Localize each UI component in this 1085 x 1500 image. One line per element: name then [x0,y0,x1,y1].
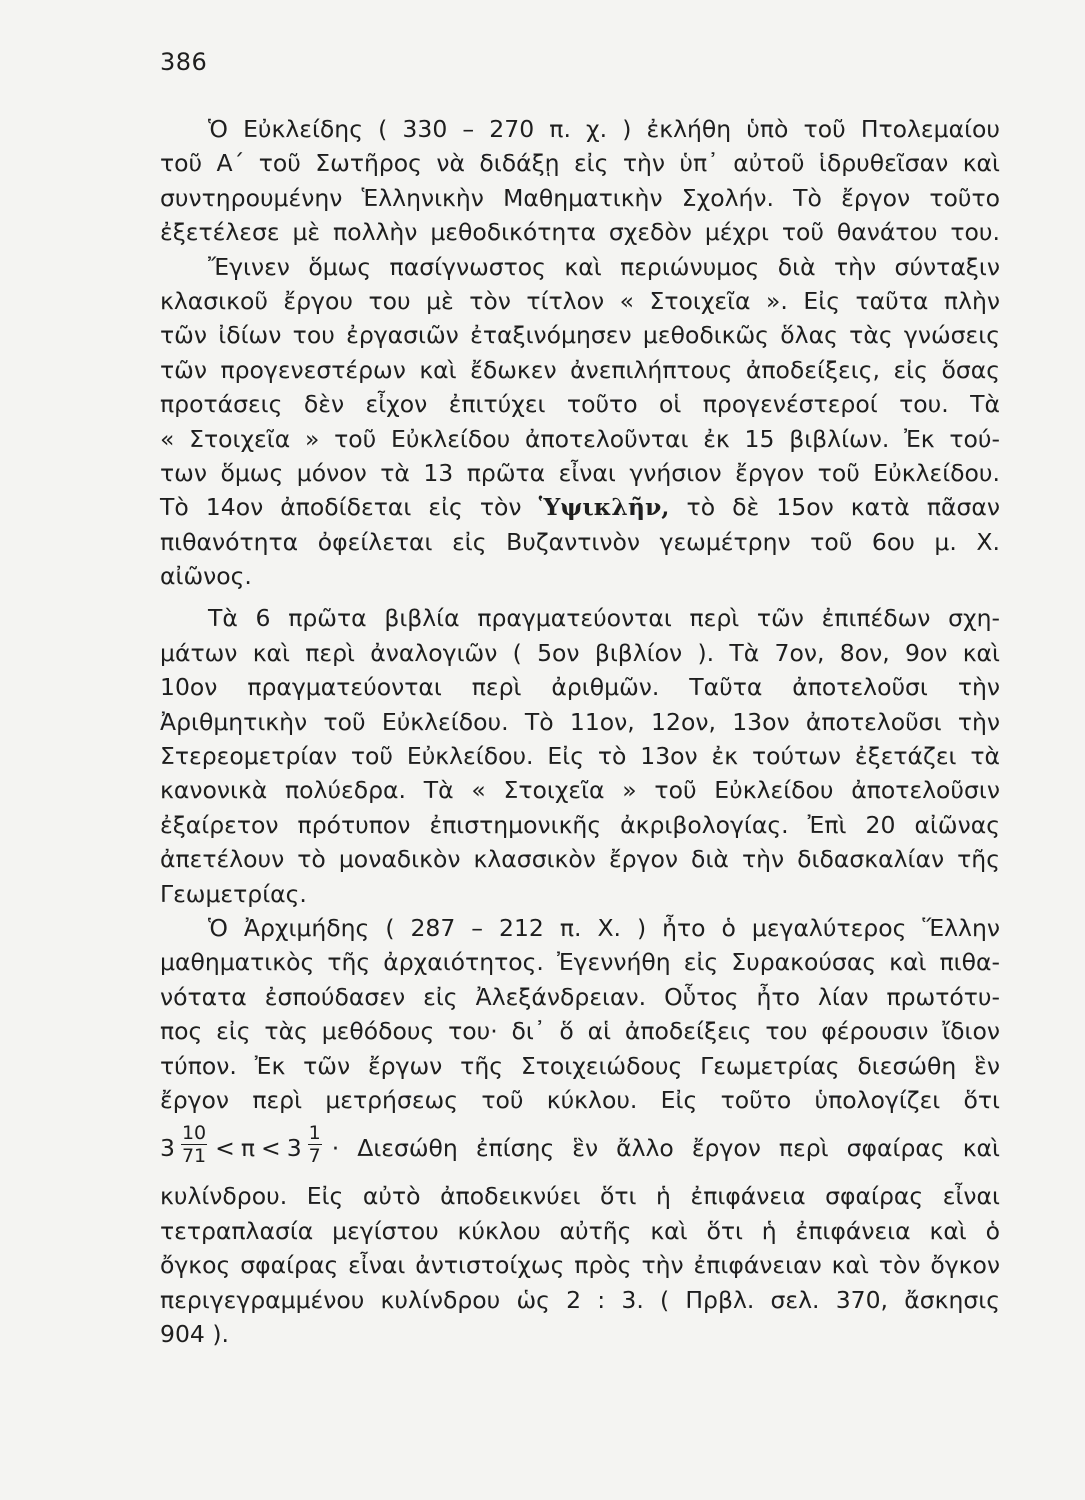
fraction-denominator: 7 [308,1144,321,1167]
text-line: Ὁ Ἀρχιμήδης ( 287 – 212 π. Χ. ) ἦτο ὁ μεγαλύτερος Ἕλλην [208,913,1000,942]
text-line: κλασικοῦ ἔργου του μὲ τὸν τίτλον « Στοιχεῖα ». Εἰς ταῦτα πλὴν [160,286,1000,315]
text-line: μαθηματικὸς τῆς ἀρχαιότητος. Ἐγεννήθη εἰς Συρακούσας καὶ πιθα- [160,948,1000,977]
math-whole: 3 [160,1134,175,1163]
text-fragment: Τὸ 14ον ἀποδίδεται εἰς τὸν [160,493,522,522]
paragraph-gap [160,593,1000,601]
text-line: τοῦ Α΄ τοῦ Σωτῆρος νὰ διδάξῃ εἰς τὴν ὑπ᾽ αὐτοῦ ἱδρυθεῖσαν καὶ [160,149,1000,178]
text-line: ἐξετέλεσε μὲ πολλὴν μεθοδικότητα σχεδὸν μέχρι τοῦ θανάτου του. [160,218,1000,247]
paragraph-elements [160,601,1000,911]
text-line: κανονικὰ πολύεδρα. Τὰ « Στοιχεῖα » τοῦ Εὐκλείδου ἀποτελοῦσιν [160,776,1000,805]
text-line: Ἀριθμητικὴν τοῦ Εὐκλείδου. Τὸ 11ον, 12ον, 13ον ἀποτελοῦσι τὴν [160,707,1000,736]
text-line: προτάσεις δὲν εἶχον ἐπιτύχει τοῦτο οἱ προγενέστεροί του. Τὰ [160,390,1000,419]
text-line: Ὁ Εὐκλείδης ( 330 – 270 π. χ. ) ἐκλήθη ὑπὸ τοῦ Πτολεμαίου [208,115,1000,143]
text-line: ἐξαίρετον πρότυπον ἐπιστημονικῆς ἀκριβολογίας. Ἐπὶ 20 αἰῶνας [160,810,1000,839]
text-line: Τὰ 6 πρῶτα βιβλία πραγματεύονται περὶ τῶν ἐπιπέδων σχη- [208,604,1000,633]
text-line: ἔργον περὶ μετρήσεως τοῦ κύκλου. Εἰς τοῦτο ὑπολογίζει ὅτι [160,1085,1000,1114]
text-line [160,490,1000,524]
text-line: τύπον. Ἐκ τῶν ἔργων τῆς Στοιχειώδους Γεωμετρίας διεσώθη ἓν [160,1051,1000,1080]
text-line: κυλίνδρου. Εἰς αὐτὸ ἀποδεικνύει ὅτι ἡ ἐπιφάνεια σφαίρας εἶναι [160,1182,1000,1211]
text-line: τετραπλασία μεγίστου κύκλου αὐτῆς καὶ ὅτι ἡ ἐπιφάνεια καὶ ὁ [160,1216,1000,1245]
text-line: συντηρουμένην Ἑλληνικὴν Μαθηματικὴν Σχολήν. Τὸ ἔργον τοῦτο [160,183,1000,212]
body-text [160,112,1000,1351]
fraction-numerator: 1 [308,1121,321,1144]
text-line: πος εἰς τὰς μεθόδους του· δι᾽ ὅ αἱ ἀποδείξεις του φέρουσιν ἴδιον [160,1017,1000,1046]
text-line: ὄγκος σφαίρας εἶναι ἀντιστοίχως πρὸς τὴν ἐπιφάνειαν καὶ τὸν ὄγκον [160,1251,1000,1280]
less-than-sign: < [215,1134,235,1163]
text-line: μάτων καὶ περὶ ἀναλογιῶν ( 5ον βιβλίον ). Τὰ 7ον, 8ον, 9ον καὶ [160,638,1000,667]
page-number: 386 [160,48,208,76]
text-line: πιθανότητα ὀφείλεται εἰς Βυζαντινὸν γεωμέτρην τοῦ 6ου μ. Χ. [160,527,1000,556]
text-line: « Στοιχεῖα » τοῦ Εὐκλείδου ἀποτελοῦνται ἐκ 15 βιβλίων. Ἐκ τού- [160,424,1000,453]
pi-symbol: π [240,1134,255,1163]
less-than-sign: < [261,1134,281,1163]
text-line: Στερεομετρίαν τοῦ Εὐκλείδου. Εἰς τὸ 13ον ἐκ τούτων ἐξετάζει τὰ [160,742,1000,771]
math-whole: 3 [286,1134,302,1163]
text-line: των ὅμως μόνον τὰ 13 πρῶτα εἶναι γνήσιον ἔργον τοῦ Εὐκλείδου. [160,458,1000,487]
text-line: αἰῶνος. [160,562,252,591]
text-line: ἀπετέλουν τὸ μοναδικὸν κλασσικὸν ἔργον διὰ τὴν διδασκαλίαν τῆς [160,845,1000,874]
text-line: νότατα ἐσπούδασεν εἰς Ἀλεξάνδρειαν. Οὗτος ἦτο λίαν πρωτότυ- [160,982,1000,1011]
text-line: τῶν ἰδίων του ἐργασιῶν ἐταξινόμησεν μεθοδικῶς ὅλας τὰς γνώσεις [160,321,1000,350]
text-fragment: · Διεσώθη ἐπίσης ἓν ἄλλο ἔργον περὶ σφαίρας καὶ [331,1134,1000,1163]
text-line: 904 ). [160,1319,229,1348]
text-line: 10ον πραγματεύονται περὶ ἀριθμῶν. Ταῦτα ἀποτελοῦσι τὴν [160,673,1000,702]
text-fragment: τὸ δὲ 15ον κατὰ πᾶσαν [686,493,1000,522]
fraction-1-7 [308,1122,322,1167]
paragraph-euclid [160,112,1000,593]
text-line: Γεωμετρίας. [160,879,307,908]
text-line: Ἔγινεν ὅμως πασίγνωστος καὶ περιώνυμος διὰ τὴν σύνταξιν [208,252,1000,281]
fraction-denominator: 71 [181,1144,207,1167]
pi-inequality-line [160,1117,1000,1179]
text-line: περιγεγραμμένου κυλίνδρου ὡς 2 : 3. ( Πρβλ. σελ. 370, ἄσκησις [160,1285,1000,1314]
bold-name-hypsicles: Ὑψικλῆν, [538,493,670,522]
paragraph-archimedes [160,911,1000,1351]
fraction-numerator: 10 [181,1121,207,1144]
text-line: τῶν προγενεστέρων καὶ ἔδωκεν ἀνεπιλήπτους ἀποδείξεις, εἰς ὅσας [160,355,1000,384]
fraction-10-71 [181,1122,207,1167]
